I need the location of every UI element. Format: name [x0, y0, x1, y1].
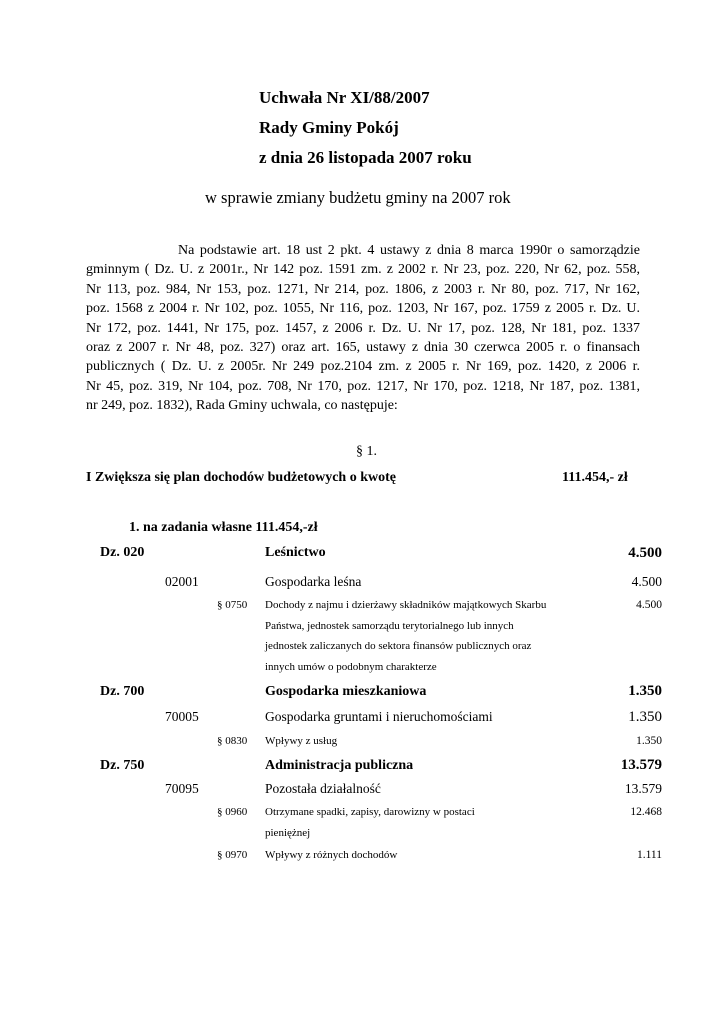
- preamble-line: nr 249, poz. 1832), Rada Gminy uchwala, co następuje:: [86, 398, 398, 414]
- section-i-amount: 111.454,- zł: [562, 470, 628, 485]
- chapter-amount: 1.350: [628, 709, 662, 725]
- division-name: Gospodarka mieszkaniowa: [265, 684, 427, 699]
- chapter-code: 02001: [165, 574, 199, 589]
- paragraph-amount: 1.350: [636, 735, 662, 747]
- own-tasks-line: 1. na zadania własne 111.454,-zł: [129, 520, 318, 535]
- paragraph-amount: 12.468: [630, 806, 662, 818]
- preamble-line: Na podstawie art. 18 ust 2 pkt. 4 ustawy z dnia 8 marca 1990r o samorządzie: [178, 243, 640, 258]
- division-name: Administracja publiczna: [265, 758, 414, 773]
- division-code: Dz. 700: [100, 684, 145, 699]
- resolution-subject: w sprawie zmiany budżetu gminy na 2007 rok: [205, 188, 511, 207]
- paragraph-code: § 0750: [217, 599, 248, 611]
- chapter-name: Gospodarka leśna: [265, 574, 362, 589]
- chapter-name: Pozostała działalność: [265, 781, 381, 796]
- paragraph-amount: 1.111: [636, 849, 662, 861]
- paragraph-description: Wpływy z usług: [265, 735, 338, 747]
- division-code: Dz. 020: [100, 545, 145, 560]
- paragraph-description: Wpływy z różnych dochodów: [265, 849, 398, 861]
- division-code: Dz. 750: [100, 758, 145, 773]
- preamble-line: oraz z 2007 r. Nr 48, poz. 327) oraz art. 165, ustawy z dnia 30 czerwca 2005 r. o finansach: [86, 340, 640, 356]
- preamble-line: publicznych ( Dz. U. z 2005r. Nr 249 poz.2104 zm. z 2005 r. Nr 169, poz. 1420, z 2006 r.: [86, 359, 640, 375]
- chapter-name: Gospodarka gruntami i nieruchomościami: [265, 709, 493, 724]
- chapter-amount: 13.579: [624, 781, 662, 796]
- section-i-label: I Zwiększa się plan dochodów budżetowych o kwotę: [86, 470, 396, 485]
- chapter-code: 70095: [165, 781, 199, 796]
- division-amount: 4.500: [628, 545, 662, 561]
- paragraph-code: § 0830: [217, 735, 248, 747]
- paragraph-code: § 0970: [217, 849, 248, 861]
- preamble-line: Nr 45, poz. 319, Nr 104, poz. 708, Nr 170, poz. 1217, Nr 170, poz. 1218, Nr 187, poz. 1381,: [86, 378, 640, 394]
- chapter-amount: 4.500: [631, 574, 662, 589]
- preamble-line: poz. 1568 z 2004 r. Nr 102, poz. 1055, Nr 116, poz. 1203, Nr 167, poz. 1759 z 2005 r. Dz. U.: [86, 301, 640, 317]
- division-name: Leśnictwo: [265, 545, 326, 560]
- paragraph-description: Otrzymane spadki, zapisy, darowizny w postaci pieniężnej: [265, 806, 475, 839]
- preamble-line: gminnym ( Dz. U. z 2001r., Nr 142 poz. 1591 zm. z 2002 r. Nr 23, poz. 220, Nr 62, poz. 558,: [86, 262, 640, 278]
- paragraph-code: § 0960: [217, 806, 248, 818]
- resolution-date: z dnia 26 listopada 2007 roku: [259, 148, 472, 167]
- division-amount: 13.579: [620, 757, 662, 773]
- preamble-line: Nr 172, poz. 1441, Nr 175, poz. 1457, z 2006 r. Dz. U. Nr 17, poz. 128, Nr 181, poz. 1337: [86, 320, 640, 336]
- preamble: [86, 241, 640, 416]
- chapter-code: 70005: [165, 709, 199, 724]
- resolution-number: Uchwała Nr XI/88/2007: [259, 88, 430, 107]
- paragraph-amount: 4.500: [636, 599, 662, 611]
- paragraph-description: Dochody z najmu i dzierżawy składników majątkowych Skarbu Państwa, jednostek samorządu terytorialnego lub innych jednostek zaliczanych do sektora finansów publicznych oraz innych umów o podobnym charakterze: [265, 599, 547, 673]
- paragraph-mark: § 1.: [356, 444, 377, 459]
- division-amount: 1.350: [628, 683, 662, 699]
- preamble-line: Nr 113, poz. 984, Nr 153, poz. 1271, Nr 214, poz. 1806, z 2003 r. Nr 80, poz. 717, Nr 162,: [86, 281, 640, 297]
- council-name: Rady Gminy Pokój: [259, 118, 399, 137]
